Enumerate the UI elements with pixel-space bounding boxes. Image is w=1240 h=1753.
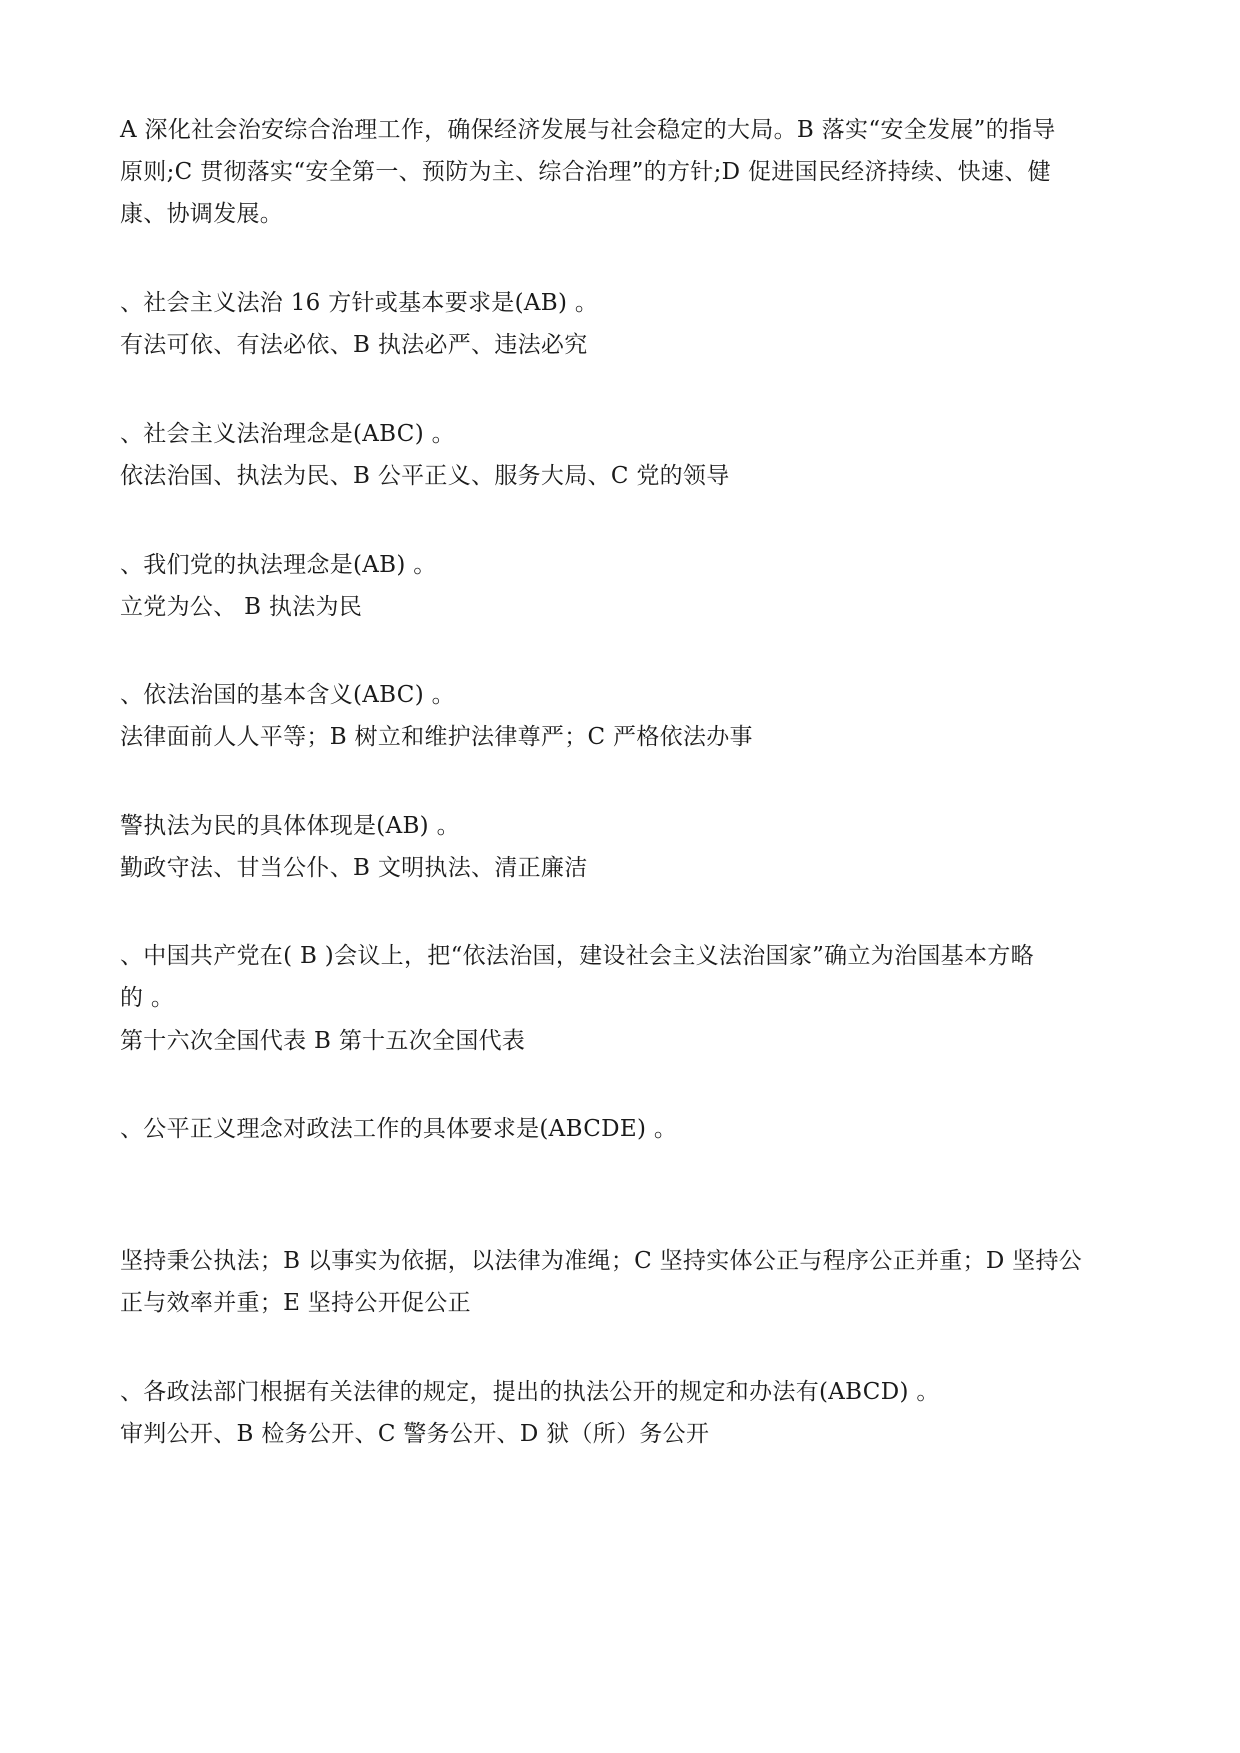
answer-line: 法律面前人人平等；B 树立和维护法律尊严；C 严格依法办事 [120,724,753,750]
answer-line: 依法治国、执法为民、B 公平正义、服务大局、C 党的领导 [120,463,730,489]
text-line: A 深化社会治安综合治理工作，确保经济发展与社会稳定的大局。B 落实“安全发展”的指导 [120,117,1056,143]
question-line: 、依法治国的基本含义(ABC) 。 [120,682,455,708]
text-line: 原则;C 贯彻落实“安全第一、预防为主、综合治理”的方针;D 促进国民经济持续、快速、健 [120,159,1051,185]
answer-line: 有法可依、有法必依、B 执法必严、违法必究 [120,332,588,358]
answer-line: 审判公开、B 检务公开、C 警务公开、D 狱（所）务公开 [120,1421,710,1447]
question-line: 、各政法部门根据有关法律的规定，提出的执法公开的规定和办法有(ABCD) 。 [120,1379,940,1405]
question-line: 、我们党的执法理念是(AB) 。 [120,552,437,578]
text-line: 康、协调发展。 [120,201,284,227]
question-line: 警执法为民的具体体现是(AB) 。 [120,813,460,839]
answer-line: 立党为公、 B 执法为民 [120,594,363,620]
question-line: 、中国共产党在( B )会议上，把“依法治国，建设社会主义法治国家”确立为治国基本方略 [120,943,1034,969]
answer-line: 正与效率并重；E 坚持公开促公正 [120,1290,471,1316]
question-line: 、社会主义法治理念是(ABC) 。 [120,421,455,447]
answer-line: 坚持秉公执法；B 以事实为依据，以法律为准绳；C 坚持实体公正与程序公正并重；D 坚持公 [120,1248,1083,1274]
question-line: 、社会主义法治 16 方针或基本要求是(AB) 。 [120,290,599,316]
question-line: 的 。 [120,985,175,1011]
question-line: 、公平正义理念对政法工作的具体要求是(ABCDE) 。 [120,1116,678,1142]
answer-line: 勤政守法、甘当公仆、B 文明执法、清正廉洁 [120,855,588,881]
answer-line: 第十六次全国代表 B 第十五次全国代表 [120,1028,526,1054]
